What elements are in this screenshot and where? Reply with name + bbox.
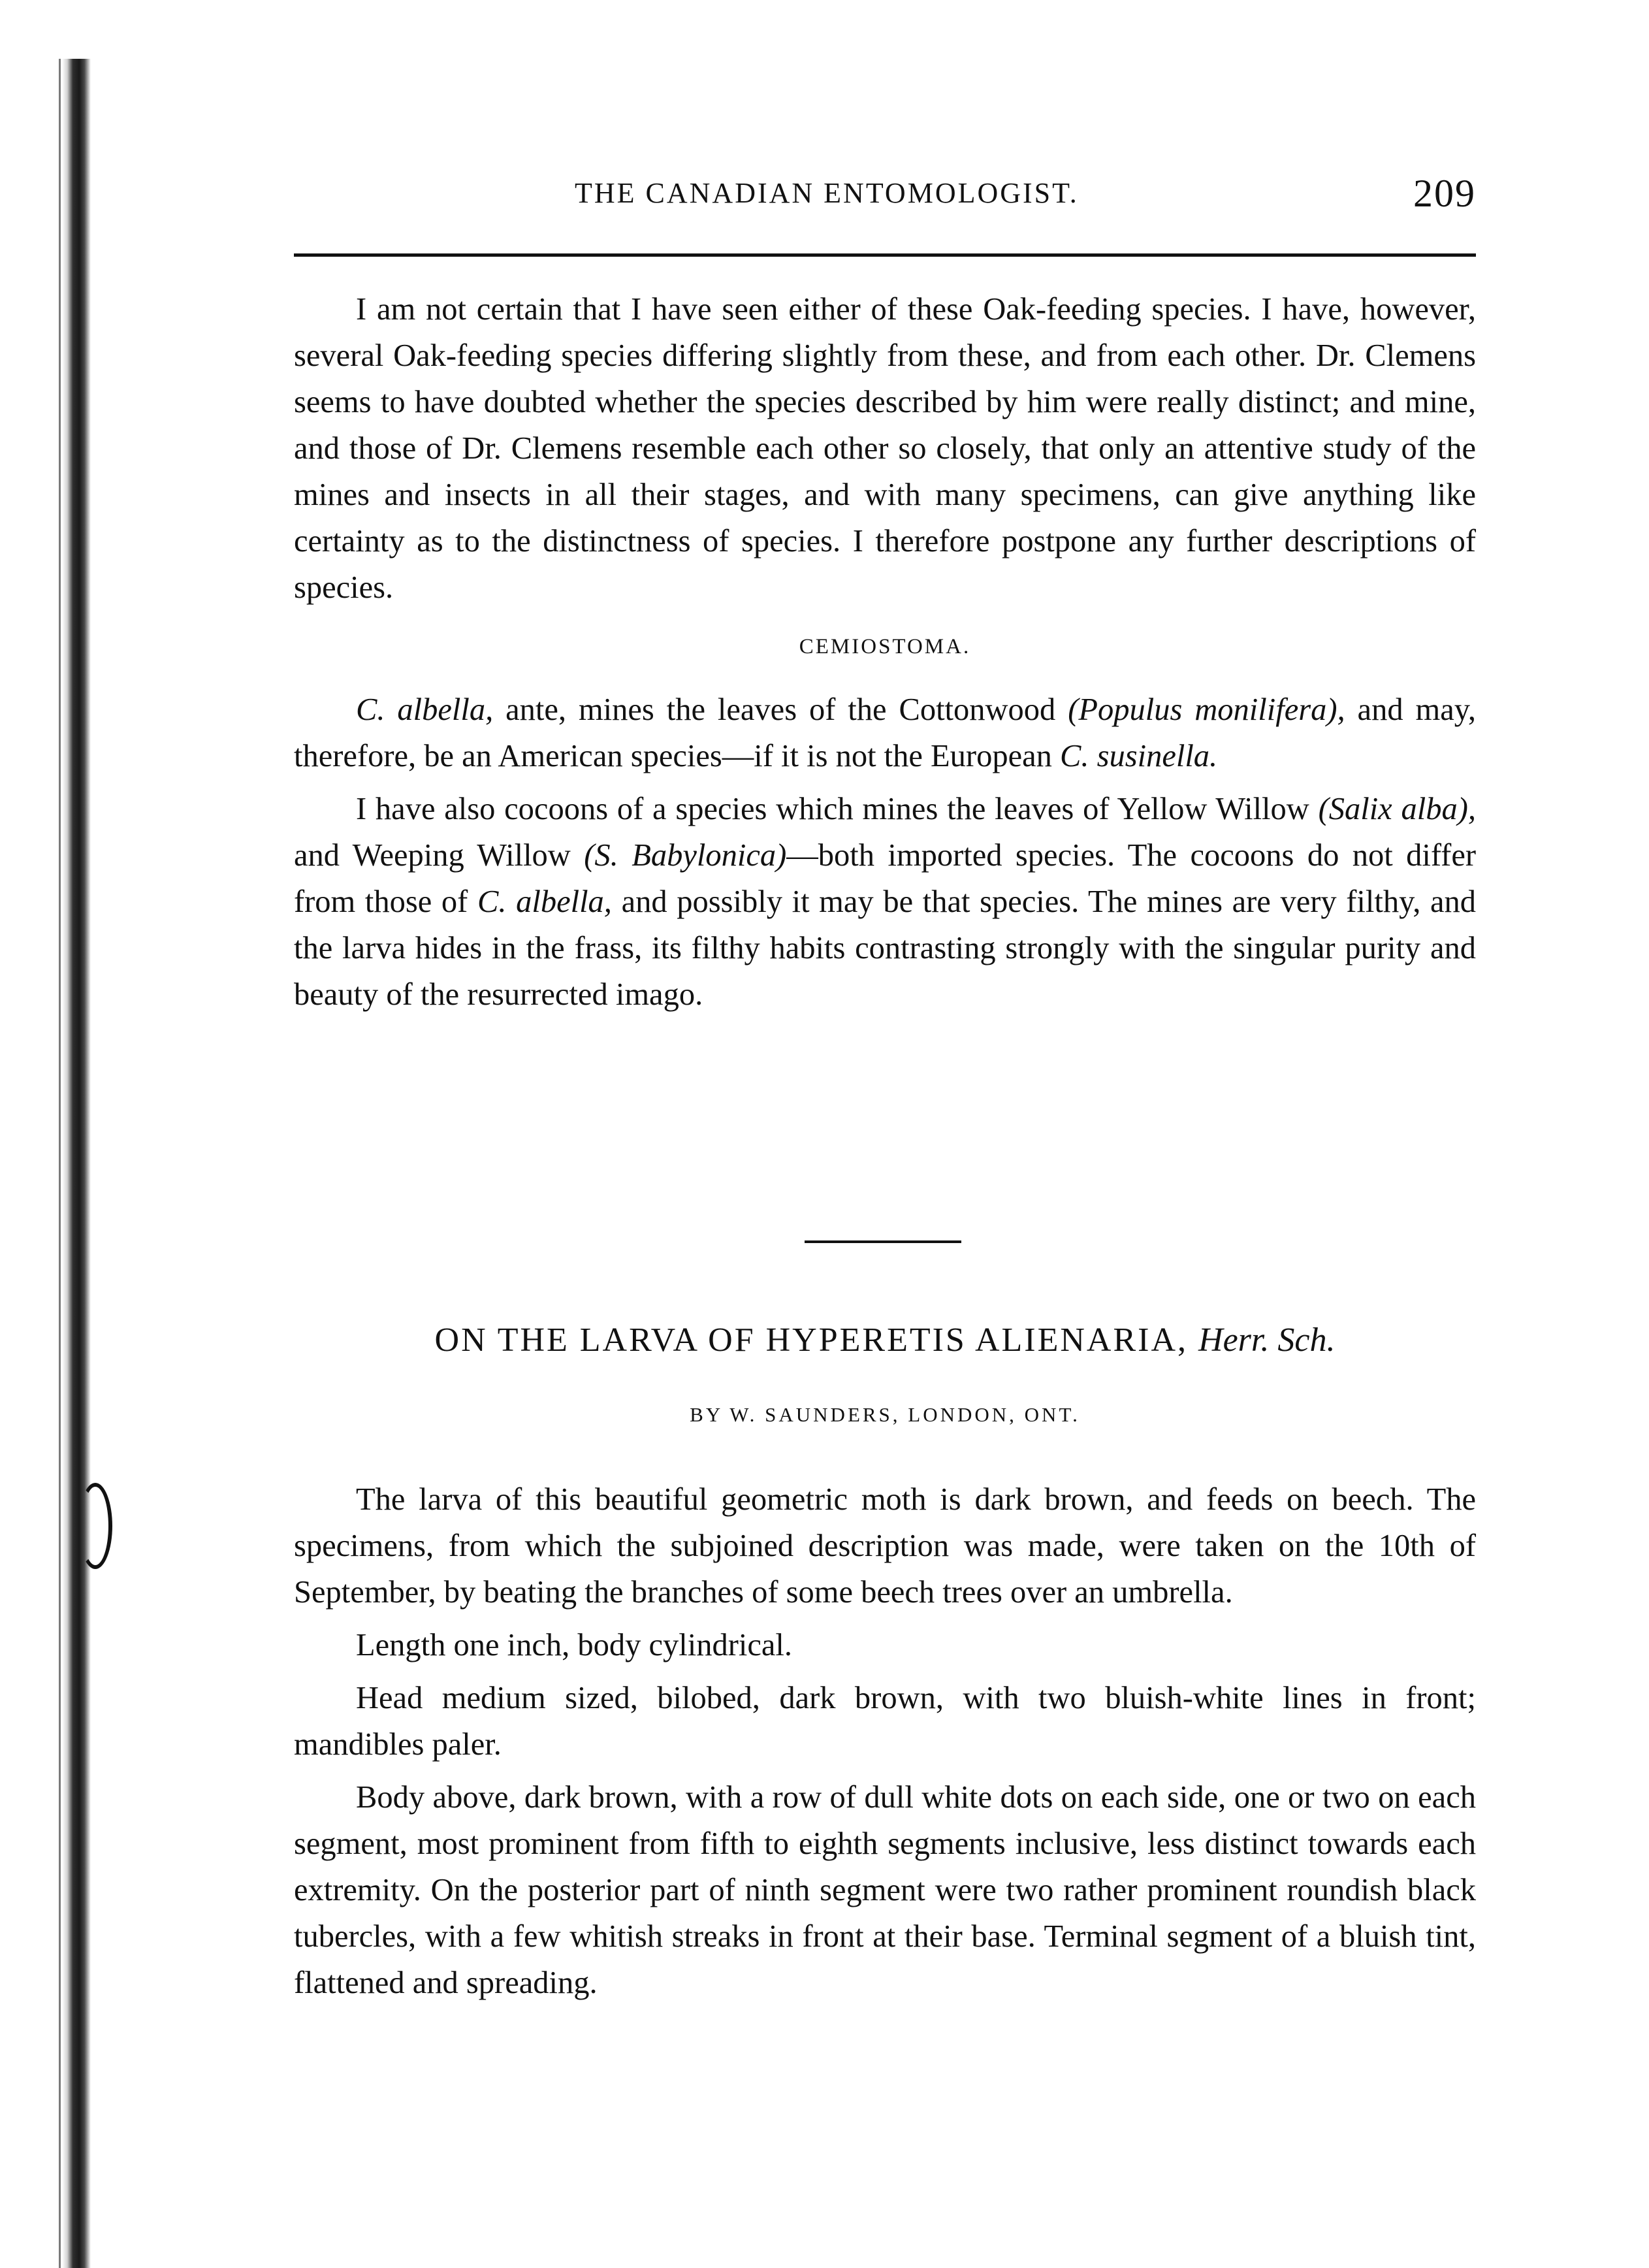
paragraph-length: Length one inch, body cylindrical. [356,1628,793,1662]
binding-shadow [59,59,61,2268]
species-name: C. albella, [477,884,612,919]
paragraph-text: ante, mines the leaves of the Cottonwood [493,692,1068,727]
header-rule [294,253,1476,257]
article-title [294,1321,1476,1359]
paragraph-text: —both imported species. The cocoons do not differ from those of [294,838,1476,919]
species-name: (Populus monilifera), [1068,692,1345,727]
paragraph-text: and possibly it may be that species. The mines are very filthy, and the larva hides in the frass, its filthy habits contrasting strongly with the singular purity and beauty of the resurrected imago. [294,884,1476,1012]
paragraph-larva-intro: The larva of this beautiful geometric moth is dark brown, and feeds on beech. The specimens, from which the subjoined description was made, were taken on the 10th of September, by beating the branches of some beech trees over an umbrella. [294,1482,1476,1610]
article-byline: BY W. SAUNDERS, LONDON, ONT. [690,1403,1080,1426]
article-title-text: ON THE LARVA OF HYPERETIS ALIENARIA, [434,1321,1189,1359]
section-larva-description [294,1476,1476,2006]
paragraph-text: and may, therefore, be an American species—if it is not the European [294,692,1476,773]
page-binding [62,59,91,2268]
paragraph-willow-cocoons [294,786,1476,1018]
section-divider [805,1240,961,1243]
species-name: C. susinella. [1060,739,1218,773]
species-name: (Salix alba), [1318,792,1476,826]
binding-clip-mark [78,1483,112,1569]
journal-title: THE CANADIAN ENTOMOLOGIST. [575,177,1079,209]
section-oak-species [294,286,1476,1018]
paragraph-albella [294,687,1476,779]
paragraph-text: I have also cocoons of a species which mines the leaves of Yellow Willow [356,792,1319,826]
article-title-authority: Herr. Sch. [1198,1321,1336,1359]
species-name: (S. Babylonica) [584,838,787,873]
paragraph-oak-feeding: I am not certain that I have seen either of these Oak-feeding species. I have, however, several Oak-feeding species differing slightly from these, and from each other. Dr. Clemens seems to have doubted whether the species described by him were really distinct; and mine, and those of Dr. Clemens resemble each other so closely, that only an attentive study of the mines and insects in all their stages, and with many specimens, can give anything like certainty as to the distinctness of species. I therefore postpone any further descriptions of species. [294,292,1476,605]
paragraph-head: Head medium sized, bilobed, dark brown, with two bluish-white lines in front; mandibles paler. [294,1681,1476,1762]
paragraph-body: Body above, dark brown, with a row of dull white dots on each side, one or two on each segment, most prominent from fifth to eighth segments inclusive, less distinct towards each extremity. On the posterior part of ninth segment were two rather prominent roundish black tubercles, with a few whitish streaks in front at their base. Terminal segment of a bluish tint, flattened and spreading. [294,1780,1476,2000]
paragraph-text: and Weeping Willow [294,838,584,873]
genus-heading: CEMIOSTOMA. [799,635,971,658]
species-name: C. albella, [356,692,494,727]
page-number: 209 [1413,172,1476,215]
running-head [294,171,1476,217]
